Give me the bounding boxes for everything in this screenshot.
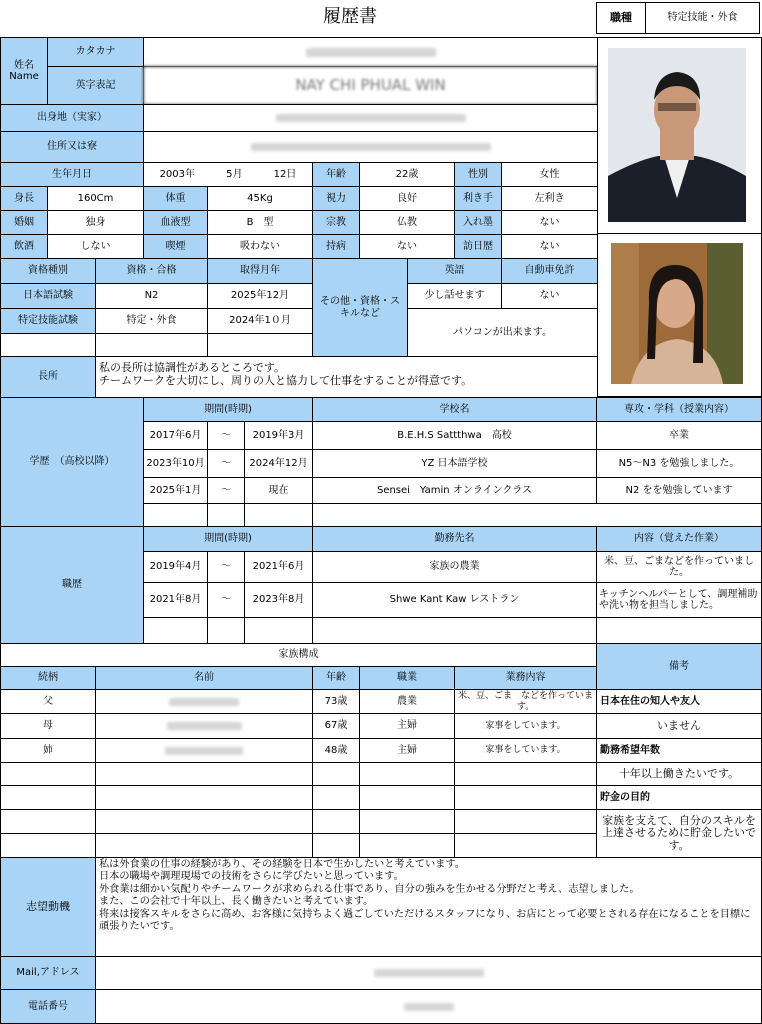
family-empty <box>359 809 455 834</box>
phone-value <box>95 989 762 1024</box>
family-empty <box>95 809 313 834</box>
visit-label: 訪日歴 <box>454 234 502 259</box>
roman-label: 英字表記 <box>47 66 144 105</box>
family-age: 48歳 <box>312 738 360 763</box>
family-header-age: 年齢 <box>312 666 360 690</box>
sex-value: 女性 <box>501 162 598 187</box>
license-value: ない <box>501 283 598 309</box>
family-empty <box>359 785 455 810</box>
family-age: 73歳 <box>312 689 360 714</box>
acquaintance-value: いません <box>596 713 762 739</box>
weight-label: 体重 <box>143 186 208 211</box>
religion-label: 宗教 <box>312 210 360 235</box>
edu-sep: ～ <box>207 449 245 478</box>
family-empty <box>454 809 597 834</box>
redacted-katakana <box>306 48 436 57</box>
family-empty <box>454 785 597 810</box>
work-empty <box>207 617 245 644</box>
english-label: 英語 <box>407 258 502 284</box>
birth-day: 12日 <box>273 168 297 180</box>
edu-to: 2024年12月 <box>244 449 313 478</box>
illness-label: 持病 <box>312 234 360 259</box>
edu-sep: ～ <box>207 421 245 450</box>
work-header-company: 勤務先名 <box>312 526 597 552</box>
redacted-birthplace <box>276 114 466 122</box>
family-empty <box>0 785 96 810</box>
birth-year: 2003年 <box>159 168 196 180</box>
edu-empty <box>207 503 245 527</box>
edu-to: 現在 <box>244 477 313 504</box>
family-name <box>95 689 313 714</box>
remarks-title: 備考 <box>596 643 762 690</box>
license-label: 自動車免許 <box>501 258 598 284</box>
family-header-relation: 続柄 <box>0 666 96 690</box>
redacted-name <box>165 747 243 755</box>
address-value <box>143 131 598 163</box>
qual-empty-1 <box>0 333 96 357</box>
work-empty <box>143 617 208 644</box>
religion-value: 仏教 <box>359 210 455 235</box>
family-relation: 姉 <box>0 738 96 763</box>
family-empty <box>95 833 313 858</box>
family-empty <box>312 809 360 834</box>
family-empty <box>0 762 96 786</box>
age-value: 22歳 <box>359 162 455 187</box>
qual-empty-2 <box>95 333 208 357</box>
years-label: 勤務希望年数 <box>596 738 762 763</box>
qual-header-name: 資格・合格 <box>95 258 208 284</box>
education-label: 学歴 （高校以降） <box>0 397 144 527</box>
work-label: 職歴 <box>0 526 144 644</box>
other-skills-label: その他・資格・スキルなど <box>312 258 408 357</box>
family-empty <box>95 762 313 786</box>
smoke-label: 喫煙 <box>143 234 208 259</box>
page-title: 履歴書 <box>323 5 377 27</box>
work-empty <box>244 617 313 644</box>
phone-label: 電話番号 <box>0 989 96 1024</box>
edu-from: 2025年1月 <box>143 477 208 504</box>
family-empty <box>0 833 96 858</box>
redacted-address <box>251 143 491 151</box>
hand-value: 左利き <box>501 186 598 211</box>
edu-header-detail: 専攻・学科（授業内容） <box>596 397 762 422</box>
motivation-label: 志望動機 <box>0 857 96 957</box>
edu-from: 2017年6月 <box>143 421 208 450</box>
birthplace-label: 出身地（実家） <box>0 104 144 132</box>
work-company: 家族の農業 <box>312 551 597 583</box>
qual-date-1: 2025年12月 <box>207 283 313 309</box>
edu-school: YZ 日本語学校 <box>312 449 597 478</box>
job-value: 特定技能・外食 <box>645 2 760 34</box>
qual-header-date: 取得月年 <box>207 258 313 284</box>
roman-value: NAY CHI PHUAL WIN <box>143 66 598 105</box>
height-value: 160Cm <box>47 186 144 211</box>
strengths-label: 長所 <box>0 356 96 398</box>
qual-type-1: 日本語試験 <box>0 283 96 309</box>
work-header-detail: 内容（覚えた作業） <box>596 526 762 552</box>
edu-sep: ～ <box>207 477 245 504</box>
family-header-name: 名前 <box>95 666 313 690</box>
edu-empty <box>244 503 313 527</box>
mail-value <box>95 956 762 990</box>
edu-from: 2023年10月 <box>143 449 208 478</box>
family-work: 家事をしています。 <box>454 738 597 763</box>
work-from: 2021年8月 <box>143 582 208 618</box>
marriage-value: 独身 <box>47 210 144 235</box>
edu-detail: N2 をを勉強しています <box>596 477 762 504</box>
qual-empty-3 <box>207 333 313 357</box>
family-header-job: 職業 <box>359 666 455 690</box>
work-detail: キッチンヘルパーとして、調理補助や洗い物を担当しました。 <box>596 582 762 618</box>
family-job: 主婦 <box>359 713 455 739</box>
qual-header-type: 資格種別 <box>0 258 96 284</box>
family-empty <box>359 833 455 858</box>
visit-value: ない <box>501 234 598 259</box>
edu-header-period: 期間(時期) <box>143 397 313 422</box>
casual-photo <box>611 243 743 384</box>
drink-label: 飲酒 <box>0 234 48 259</box>
qual-name-2: 特定・外食 <box>95 308 208 334</box>
tattoo-label: 入れ墨 <box>454 210 502 235</box>
strengths-text: 私の長所は協調性があるところです。 チームワークを大切にし、周りの人と協力して仕事をすることが得意です。 <box>95 356 598 398</box>
savings-value: 家族を支えて、自分のスキルを上達させるために貯金したいです。 <box>596 809 762 858</box>
smoke-value: 吸わない <box>207 234 313 259</box>
family-empty <box>454 833 597 858</box>
family-empty <box>359 762 455 786</box>
family-empty <box>454 762 597 786</box>
qual-name-1: N2 <box>95 283 208 309</box>
address-label: 住所又は寮 <box>0 131 144 163</box>
birth-month: 5月 <box>226 168 243 180</box>
qual-date-2: 2024年1０月 <box>207 308 313 334</box>
work-from: 2019年4月 <box>143 551 208 583</box>
edu-header-school: 学校名 <box>312 397 597 422</box>
birthday-value <box>143 162 313 187</box>
weight-value: 45Kg <box>207 186 313 211</box>
vision-label: 視力 <box>312 186 360 211</box>
years-value: 十年以上働きたいです。 <box>596 762 762 786</box>
family-work: 米、豆、ごま などを作っています。 <box>454 689 597 714</box>
edu-empty <box>312 503 762 527</box>
mail-label: Mail,アドレス <box>0 956 96 990</box>
illness-value: ない <box>359 234 455 259</box>
edu-school: B.E.H.S Sattthwa 高校 <box>312 421 597 450</box>
work-sep: ～ <box>207 551 245 583</box>
sex-label: 性別 <box>454 162 502 187</box>
family-job: 主婦 <box>359 738 455 763</box>
drink-value: しない <box>47 234 144 259</box>
family-empty <box>312 785 360 810</box>
edu-to: 2019年3月 <box>244 421 313 450</box>
birthday-label: 生年月日 <box>0 162 144 187</box>
qual-type-2: 特定技能試験 <box>0 308 96 334</box>
work-company: Shwe Kant Kaw レストラン <box>312 582 597 618</box>
work-to: 2021年6月 <box>244 551 313 583</box>
savings-label: 貯金の目的 <box>596 785 762 810</box>
work-empty <box>312 617 597 644</box>
katakana-label: カタカナ <box>47 37 144 67</box>
katakana-value <box>143 37 598 67</box>
height-label: 身長 <box>0 186 48 211</box>
marriage-label: 婚姻 <box>0 210 48 235</box>
name-label: 姓名 Name <box>0 37 48 105</box>
family-empty <box>312 833 360 858</box>
job-label: 職種 <box>596 2 646 34</box>
work-detail: 米、豆、ごまなどを作っていました。 <box>596 551 762 583</box>
family-age: 67歳 <box>312 713 360 739</box>
family-relation: 母 <box>0 713 96 739</box>
redacted-phone <box>404 1003 454 1011</box>
work-to: 2023年8月 <box>244 582 313 618</box>
blood-value: B 型 <box>207 210 313 235</box>
redacted-mail <box>374 969 484 977</box>
tattoo-value: ない <box>501 210 598 235</box>
family-empty <box>95 785 313 810</box>
edu-empty <box>143 503 208 527</box>
family-job: 農業 <box>359 689 455 714</box>
age-label: 年齢 <box>312 162 360 187</box>
pc-skill-value: パソコンが出来ます。 <box>407 308 598 357</box>
work-header-period: 期間(時期) <box>143 526 313 552</box>
edu-detail: N5～N3 を勉強しました。 <box>596 449 762 478</box>
vision-value: 良好 <box>359 186 455 211</box>
family-header-work: 業務内容 <box>454 666 597 690</box>
work-empty <box>596 617 762 644</box>
family-empty <box>0 809 96 834</box>
edu-detail: 卒業 <box>596 421 762 450</box>
id-photo <box>608 48 746 222</box>
hand-label: 利き手 <box>454 186 502 211</box>
acquaintance-label: 日本在住の知人や友人 <box>596 689 762 714</box>
blood-label: 血液型 <box>143 210 208 235</box>
english-value: 少し話せます <box>407 283 502 309</box>
motivation-text: 私は外食業の仕事の経験があり、その経験を日本で生かしたいと考えています。 日本の職場や調理現場での技術をさらに学びたいと思っています。 外食業は細かい気配りやチームワークが求められる仕事であり、自分の強みを生かせる分野だと考え、志望しました。 また、この会社で十年以上、長く働きたいと考えています。 将来は接客スキルをさらに高め、お客様に気持ちよく過ごしていただけるスタッフになり、お店にとって必要とされる存在になることを目標に頑張りたいです。 <box>95 857 762 957</box>
redacted-name <box>169 698 239 706</box>
family-name <box>95 738 313 763</box>
family-empty <box>312 762 360 786</box>
family-name <box>95 713 313 739</box>
family-relation: 父 <box>0 689 96 714</box>
family-work: 家事をしています。 <box>454 713 597 739</box>
edu-school: Sensei Yamin オンラインクラス <box>312 477 597 504</box>
work-sep: ～ <box>207 582 245 618</box>
family-title: 家族構成 <box>0 643 597 667</box>
redacted-name <box>167 722 242 730</box>
birthplace-value <box>143 104 598 132</box>
